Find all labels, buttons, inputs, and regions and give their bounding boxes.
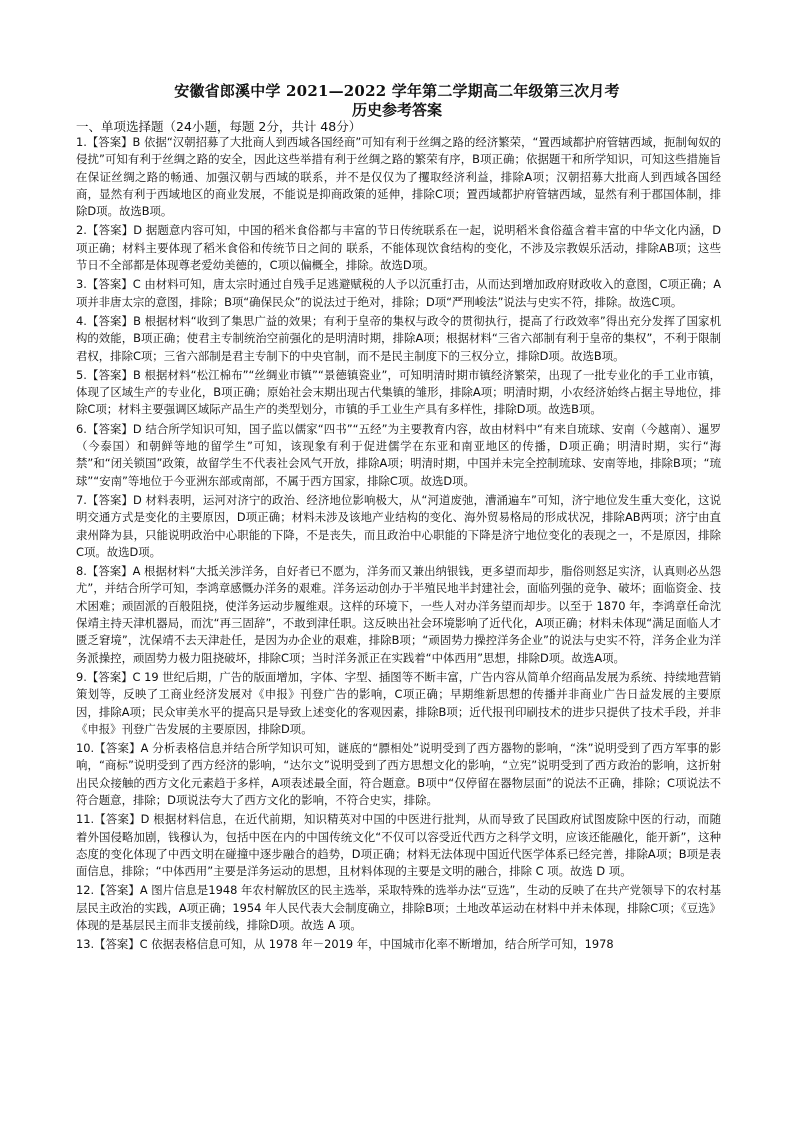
answer-item-7: 7.【答案】D 材料表明，运河对济宁的政治、经济地位影响极大，从“河道废弛，漕涌遍车”可知，济宁地位发生重大变化，这说明交通方式是变化的主要原因，D项正确；材料未涉及该地产业结构的变化、海外贸易格局的形成状况，排除AB两项；济宁由直隶州降为县，只能说明政治中心职能的下降，不是丧失，而且政治中心职能的下降是济宁地位变化的表现之一，不是原因，排除C项。故选D项。 [76, 492, 721, 559]
answer-item-11: 11.【答案】D 根据材料信息，在近代前期，知识精英对中国的中医进行批判，从而导致了民国政府试图废除中医的行动，而随着外国侵略加剧，钱穆认为，包括中医在内的中国传统文化“不仅可以容受近代西方之科学文明，应该还能融化，能开新”，这种态度的变化体现了中西文明在碰撞中逐步融合的趋势，D项正确；材料无法体现中国近代医学体系已经完善，排除A项；B项是表面信息，排除；“中体西用”主要是洋务运动的思想，且材料体现的主要是文明的融合，排除 C 项。故选 D 项。 [76, 812, 721, 879]
answer-item-1: 1.【答案】B 依据“汉朝招募了大批商人到西域各国经商”可知有利于丝绸之路的经济繁荣，“置西域都护府管辖西域，扼制匈奴的侵扰”可知有利于丝绸之路的安全，因此这些举措有利于丝绸之路的繁荣有序，B项正确；依据题干和所学知识，可知这些措施旨在保证丝绸之路的畅通、加强汉朝与西域的联系，并不是仅仅为了攫取经济利益，排除A项；汉朝招募大批商人到西域各国经商，显然有利于西域地区的商业发展，不能说是抑商政策的延伸，排除C项；置西域都护府管辖西域，显然有利于郡国体制，排除D项。故选B项。 [76, 135, 721, 219]
answer-item-10: 10.【答案】A 分析表格信息并结合所学知识可知，谜底的“膘相处”说明受到了西方器物的影响，“洙”说明受到了西方军事的影响，“商标”说明受到了西方经济的影响，“达尔文”说明受到了西方思想文化的影响，“立宪”说明受到了西方政治的影响，这折射出民众接触的西方文化元素趋于多样，A项表述最全面，符合题意。B项中“仅停留在器物层面”的说法不正确，排除；C项说法不符合题意，排除；D项说法夸大了西方文化的影响，不符合史实，排除。 [76, 741, 721, 807]
answer-item-9: 9.【答案】C 19 世纪后期，广告的版面增加，字体、字型、插图等不断丰富，广告内容从简单介绍商品发展为系统、持续地营销策划等，反映了工商业经济发展对《申报》刊登广告的影响，C项正确；早期维新思想的传播并非商业广告日益发展的主要原因，排除A项；民众审美水平的提高只是导致上述变化的客观因素，排除B项；近代报刊印刷技术的进步只提供了技术手段，并非《申报》刊登广告发展的主要原因，排除D项。 [76, 669, 721, 736]
answer-item-6: 6.【答案】D 结合所学知识可知，国子监以儒家“四书”“五经”为主要教育内容，故由材料中“有来自琉球、安南（今越南）、暹罗（今泰国）和朝鲜等地的留学生”可知，该现象有利于促进儒学在东亚和南亚地区的传播，D项正确；明清时期，实行“海禁”和“闭关锁国”政策，故留学生不代表社会风气开放，排除A项；明清时期，中国并未完全控制琉球、安南等地，排除B项；“琉球”“安南”等地位于今亚洲东部或南部，不属于西方国家，排除C项。故选D项。 [76, 421, 721, 488]
answer-list [76, 134, 721, 956]
answer-item-8: 8.【答案】A 根据材料“大抵关涉洋务，自好者已不愿为，洋务而又兼出纳银钱，更多望而却步，脂俗则怒足实济，认真则必丛怨尤”，并结合所学可知，李鸿章感慨办洋务的艰难。洋务运动创办于半殖民地半封建社会，面临列强的竞争、破坏；面临资金、技术困难；顽固派的百般阻挠，使洋务运动步履维艰。这样的环境下，一些人对办洋务望而却步。以至于 1870 年，李鸿章任命沈保靖主持天津机器局，而沈“再三固辞”，不敢到津任职。这反映出社会环境影响了近代化，A项正确；材料未体现“满足面临人才匮乏窘境”，沈保靖不去天津赴任，是因为办企业的艰难，排除B项；“顽固势力操控洋务企业”的说法与史实不符，洋务企业为洋务派操控，顽固势力极力阻挠破坏，排除C项；当时洋务派正在实践着“中体西用”思想，排除D项。故选A项。 [76, 564, 721, 665]
section-heading: 一、单项选择题（24小题，每题 2分，共计 48分） [76, 119, 362, 134]
answer-item-3: 3.【答案】C 由材料可知，唐太宗时通过自残手足逃避赋税的人予以沉重打击，从而达到增加政府财政收入的意图，C项正确；A项并非唐太宗的意图，排除；B项“确保民众”的说法过于绝对，排除；D项“严刑峻法”说法与史实不符，排除。故选C项。 [76, 277, 721, 309]
answer-item-12: 12.【答案】A 图片信息是1948 年农村解放区的民主选举，采取特殊的选举办法“豆选”，生动的反映了在共产党领导下的农村基层民主政治的实践，A项正确；1954 年人民代表大会制度确立，排除B项；土地改革运动在材料中并未体现，排除C项；《豆选》体现的是基层民主而非支援前线，排除D项。故选 A 项。 [76, 883, 721, 933]
document-subtitle: 历史参考答案 [351, 101, 442, 119]
answer-item-5: 5.【答案】B 根据材料“松江棉布”“丝绸业市镇”“景德镇瓷业”，可知明清时期市镇经济繁荣，出现了一批专业化的手工业市镇，体现了区域生产的专业化，B项正确；原始社会末期出现古代集镇的雏形，排除A项；明清时期，小农经济始终占据主导地位，排除C项；材料主要强调区域际产品生产的类型划分，市镇的手工业生产具有多样性，排除D项。故选B项。 [76, 367, 721, 417]
answer-item-13: 13.【答案】C 依据表格信息可知，从 1978 年－2019 年，中国城市化率不断增加，结合所学可知，1978 [76, 937, 614, 952]
document-title: 安徽省郎溪中学 2021—2022 学年第二学期高二年级第三次月考 [174, 82, 620, 100]
answer-item-4: 4.【答案】B 根据材料“收到了集思广益的效果；有利于皇帝的集权与政令的贯彻执行，提高了行政效率”得出充分发挥了国家机构的效能，B项正确；使君主专制统治空前强化的是明清时期，排除A项；根据材料“三省六部制有利于皇帝的集权”，不利于限制君权，排除C项；三省六部制是君主专制下的中央官制，而不是民主制度下的三权分立，排除D项。故选B项。 [76, 313, 721, 363]
answer-item-2: 2.【答案】D 据题意内容可知，中国的稻米食俗都与丰富的节日传统联系在一起，说明稻米食俗蕴含着丰富的中华文化内涵，D项正确；材料主要体现了稻米食俗和传统节日之间的 联系，不能体现饮食结构的变化，不涉及宗教娱乐活动，排除AB项；这些节日不全部都是体现尊老爱幼美德的，C项以偏概全，排除。故选D项。 [76, 223, 721, 273]
